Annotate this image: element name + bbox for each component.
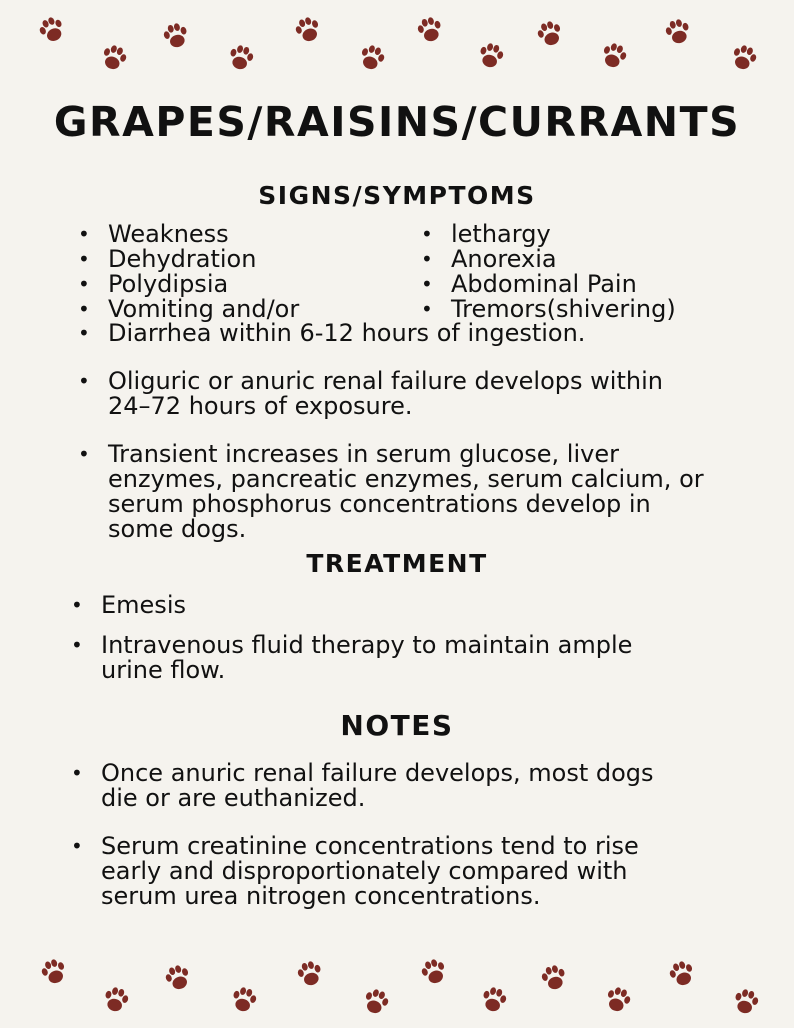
notes-heading: NOTES bbox=[340, 709, 454, 742]
bullet: • bbox=[78, 297, 90, 321]
paw-print-icon bbox=[593, 35, 634, 76]
notes-anuric-line-1: Once anuric renal failure develops, most dogs bbox=[101, 759, 654, 787]
bullet: • bbox=[421, 222, 433, 246]
paw-print-icon bbox=[33, 951, 74, 992]
paw-print-icon bbox=[471, 36, 510, 75]
symptom-abdominal-pain: Abdominal Pain bbox=[451, 270, 637, 298]
page-title: GRAPES/RAISINS/CURRANTS bbox=[53, 98, 741, 146]
symptom-vomiting: Vomiting and/or bbox=[108, 295, 300, 323]
bullet: • bbox=[421, 247, 433, 271]
notes-creatinine-line-2: early and disproportionately compared with bbox=[101, 857, 628, 885]
bullet: • bbox=[78, 369, 90, 393]
symptom-weakness: Weakness bbox=[108, 220, 229, 248]
treatment-fluid-line-2: urine flow. bbox=[101, 656, 226, 684]
paw-print-icon bbox=[31, 9, 74, 52]
paw-print-icon bbox=[410, 10, 449, 49]
bullet: • bbox=[78, 442, 90, 466]
signs-heading: SIGNS/SYMPTOMS bbox=[258, 181, 536, 210]
bullet: • bbox=[71, 593, 83, 617]
paw-print-icon bbox=[474, 980, 513, 1019]
paw-print-icon bbox=[351, 37, 392, 78]
symptom-tremors: Tremors(shivering) bbox=[451, 295, 676, 323]
transient-line-4: some dogs. bbox=[108, 515, 247, 543]
paw-print-icon bbox=[529, 13, 570, 54]
symptom-polydipsia: Polydipsia bbox=[108, 270, 229, 298]
paw-print-icon bbox=[287, 9, 328, 50]
bullet: • bbox=[78, 222, 90, 246]
paw-print-icon bbox=[93, 37, 134, 78]
paw-print-icon bbox=[290, 954, 329, 993]
symptom-diarrhea: Diarrhea within 6-12 hours of ingestion. bbox=[108, 319, 586, 347]
paw-print-icon bbox=[597, 979, 638, 1020]
bullet: • bbox=[421, 272, 433, 296]
paw-print-icon bbox=[723, 37, 764, 78]
bullet: • bbox=[78, 247, 90, 271]
bullet: • bbox=[71, 834, 83, 858]
notes-creatinine-line-1: Serum creatinine concentrations tend to rise bbox=[101, 832, 639, 860]
paw-print-icon bbox=[355, 981, 396, 1022]
transient-line-3: serum phosphorus concentrations develop in bbox=[108, 490, 651, 518]
notes-anuric-line-2: die or are euthanized. bbox=[101, 784, 366, 812]
bullet: • bbox=[421, 297, 433, 321]
bullet: • bbox=[78, 321, 90, 345]
symptom-lethargy: lethargy bbox=[451, 220, 551, 248]
paw-print-icon bbox=[157, 957, 198, 998]
transient-line-2: enzymes, pancreatic enzymes, serum calcium, or bbox=[108, 465, 704, 493]
paw-print-icon bbox=[661, 953, 702, 994]
paw-print-icon bbox=[658, 12, 697, 51]
paw-print-icon bbox=[413, 951, 454, 992]
paw-print-icon bbox=[726, 982, 765, 1021]
bullet: • bbox=[71, 633, 83, 657]
treatment-heading: TREATMENT bbox=[306, 549, 488, 578]
treatment-fluid-line-1: Intravenous fluid therapy to maintain ample bbox=[101, 631, 633, 659]
bullet: • bbox=[71, 761, 83, 785]
paw-print-icon bbox=[96, 980, 135, 1019]
symptom-anorexia: Anorexia bbox=[451, 245, 557, 273]
paw-print-icon bbox=[156, 16, 195, 55]
bullet: • bbox=[78, 272, 90, 296]
oliguric-line-1: Oliguric or anuric renal failure develops within bbox=[108, 367, 663, 395]
treatment-emesis: Emesis bbox=[101, 591, 186, 619]
oliguric-line-2: 24–72 hours of exposure. bbox=[108, 392, 413, 420]
paw-print-icon bbox=[534, 958, 573, 997]
paw-print-icon bbox=[221, 38, 260, 77]
notes-creatinine-line-3: serum urea nitrogen concentrations. bbox=[101, 882, 541, 910]
symptom-dehydration: Dehydration bbox=[108, 245, 257, 273]
paw-print-icon bbox=[224, 980, 263, 1019]
transient-line-1: Transient increases in serum glucose, liver bbox=[108, 440, 619, 468]
